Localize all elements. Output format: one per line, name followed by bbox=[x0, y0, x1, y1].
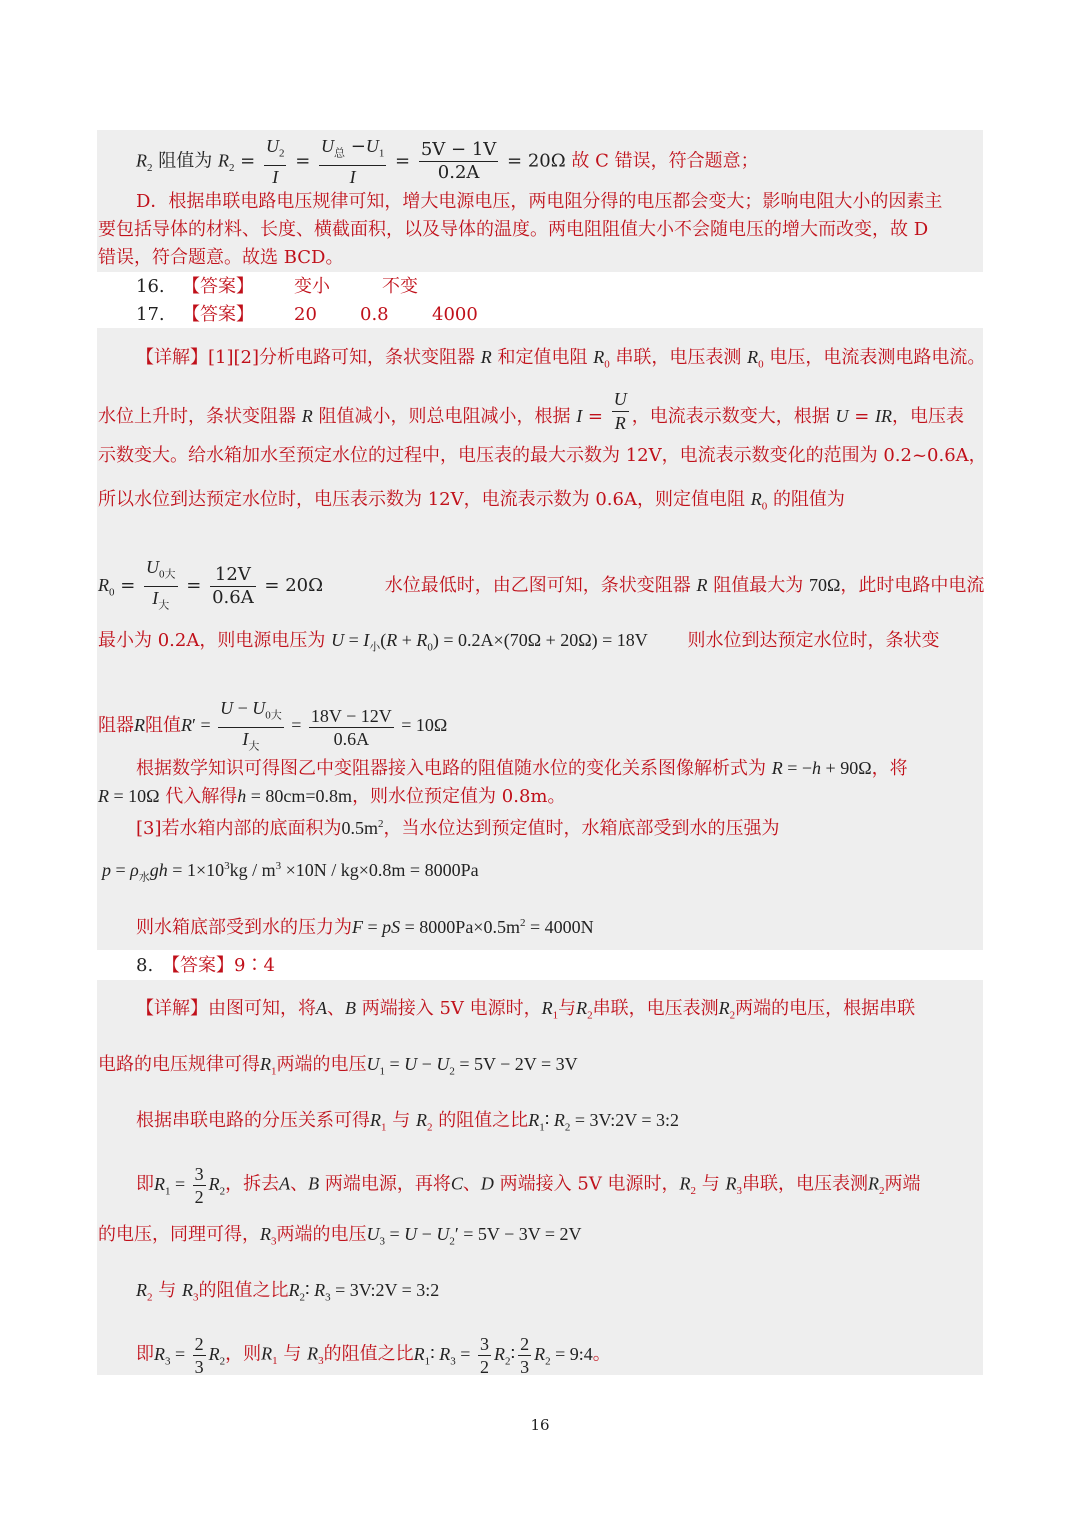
q17-line5: $R_0$ = $\frac{U_{0大}}{I_大}$ = $\frac{12V}{0.6A}$ = 20Ω 水位最低时，由乙图可知，条状变阻器 R 阻值最大为 70Ω，此时电路中电流 bbox=[98, 557, 985, 612]
q17-line4: 所以水位到达预定水位时，电压表示数为 12V，电流表示数为 0.6A，则定值电阻 $R_0$ 的阻值为 bbox=[98, 489, 845, 513]
answer-2: 不变 bbox=[382, 276, 418, 297]
question-number: 17. bbox=[136, 304, 165, 325]
answer-2: 0.8 bbox=[360, 304, 389, 325]
answer-tag: 【答案】 bbox=[162, 955, 234, 976]
q17-line2: 水位上升时，条状变阻器 R 阻值减小，则总电阻减小，根据 I = $\frac{U}{R}$ ，电流表示数变大，根据 U = IR，电压表 bbox=[98, 389, 964, 433]
q17-line1: 【详解】[1][2]分析电路可知，条状变阻器 R 和定值电阻 $R_0$ 串联，电压表测 $R_0$ 电压，电流表测电路电流。 bbox=[136, 347, 986, 371]
answer-1: 变小 bbox=[294, 276, 330, 297]
answer-tag: 【答案】 bbox=[182, 304, 254, 325]
q18-line4: 即$R_1$ = $\frac{3}{2}$ $R_2$，拆去A、B 两端电源，再将C、D 两端接入 5V 电源时，$R_2$ 与 $R_3$串联，电压表测$R_2$两端 bbox=[136, 1164, 921, 1207]
q17-line10: [3]若水箱内部的底面积为$0.5m^2$，当水位达到预定值时，水箱底部受到水的压强为 bbox=[136, 818, 780, 839]
question-number: 16. bbox=[136, 276, 165, 297]
q17-line6: 最小为 0.2A，则电源电压为 $U = I_小(R + R_0) = 0.2A\times(70\Omega + 20\Omega) = 18V$ 则水位到达预定水位时，条状变 bbox=[98, 630, 940, 654]
q15-formula-line: $R_2$ 阻值为 $R_2$ = $\frac{U_2}{I}$ = $\frac{U_总 -U_1}{I}$ = $\frac{5V - 1V}{0.2A}$ = 20Ω 故 C 错误，符合题意； bbox=[136, 136, 759, 187]
q18-line7: 即$R_3$ = $\frac{2}{3}$ $R_2$，则$R_1$ 与 $R_3$的阻值之比$R_1∶$ $R_3$ = $\frac{3}{2}$ $R_2∶$ $\frac{2}{3}$ $R_2$ = 9:4。 bbox=[136, 1334, 611, 1377]
q18-line3: 根据串联电路的分压关系可得$R_1$ 与 $R_2$ 的阻值之比$R_1∶$ $R_2$ = 3V:2V = 3:2 bbox=[136, 1110, 680, 1134]
q17-line11-pressure-formula: $p = \rho_水gh = 1\times 10^3kg / m^3 \times 10N / kg\times 0.8m = 8000Pa$ bbox=[102, 860, 479, 884]
q17-line9: R = 10Ω 代入解得h = 80cm=0.8m，则水位预定值为 0.8m。 bbox=[98, 786, 566, 807]
q18-line1: 【详解】由图可知，将A、B 两端接入 5V 电源时，$R_1$与$R_2$串联，电压表测$R_2$两端的电压，根据串联 bbox=[136, 998, 916, 1022]
q15-d-line3: 错误，符合题意。故选 BCD。 bbox=[98, 247, 344, 268]
q18-answer-line bbox=[136, 954, 982, 978]
q17-answer-line bbox=[136, 303, 982, 327]
q18-line6: $R_2$ 与 $R_3$的阻值之比$R_2∶$ $R_3$ = 3V:2V = 3:2 bbox=[136, 1280, 440, 1304]
question-number: 8. bbox=[136, 955, 154, 976]
q17-line3: 示数变大。给水箱加水至预定水位的过程中，电压表的最大示数为 12V，电流表示数变化的范围为 0.2~0.6A， bbox=[98, 445, 987, 466]
q17-line12: 则水箱底部受到水的压力为F = pS = $8000Pa\times 0.5m^2 = 4000N$ bbox=[136, 917, 594, 938]
q18-line2: 电路的电压规律可得$R_1$两端的电压$U_1 = U - U_2 = 5V - 2V = 3V$ bbox=[98, 1054, 578, 1078]
q17-line7: 阻器R阻值R′ = $\frac{U - U_{0大}}{I_大}$ = $\frac{18V - 12V}{0.6A}$ = 10Ω bbox=[98, 698, 448, 753]
answer-3: 4000 bbox=[432, 304, 478, 325]
q15-d-line2: 要包括导体的材料、长度、横截面积，以及导体的温度。两电阻阻值大小不会随电压的增大而改变，故 D bbox=[98, 219, 929, 240]
q17-line8: 根据数学知识可得图乙中变阻器接入电路的阻值随水位的变化关系图像解析式为 R = −h + 90Ω，将 bbox=[136, 758, 908, 779]
q15-d-line1: D．根据串联电路电压规律可知，增大电源电压，两电阻分得的电压都会变大；影响电阻大小的因素主 bbox=[136, 191, 943, 212]
answer-tag: 【答案】 bbox=[182, 276, 254, 297]
q16-answer-line bbox=[136, 275, 982, 299]
answer-value: 9∶4 bbox=[234, 955, 275, 976]
answer-1: 20 bbox=[294, 304, 317, 325]
page-number: 16 bbox=[530, 1416, 550, 1434]
q18-line5: 的电压，同理可得，$R_3$两端的电压$U_3 = U - U_2' = 5V - 3V = 2V$ bbox=[98, 1224, 582, 1248]
